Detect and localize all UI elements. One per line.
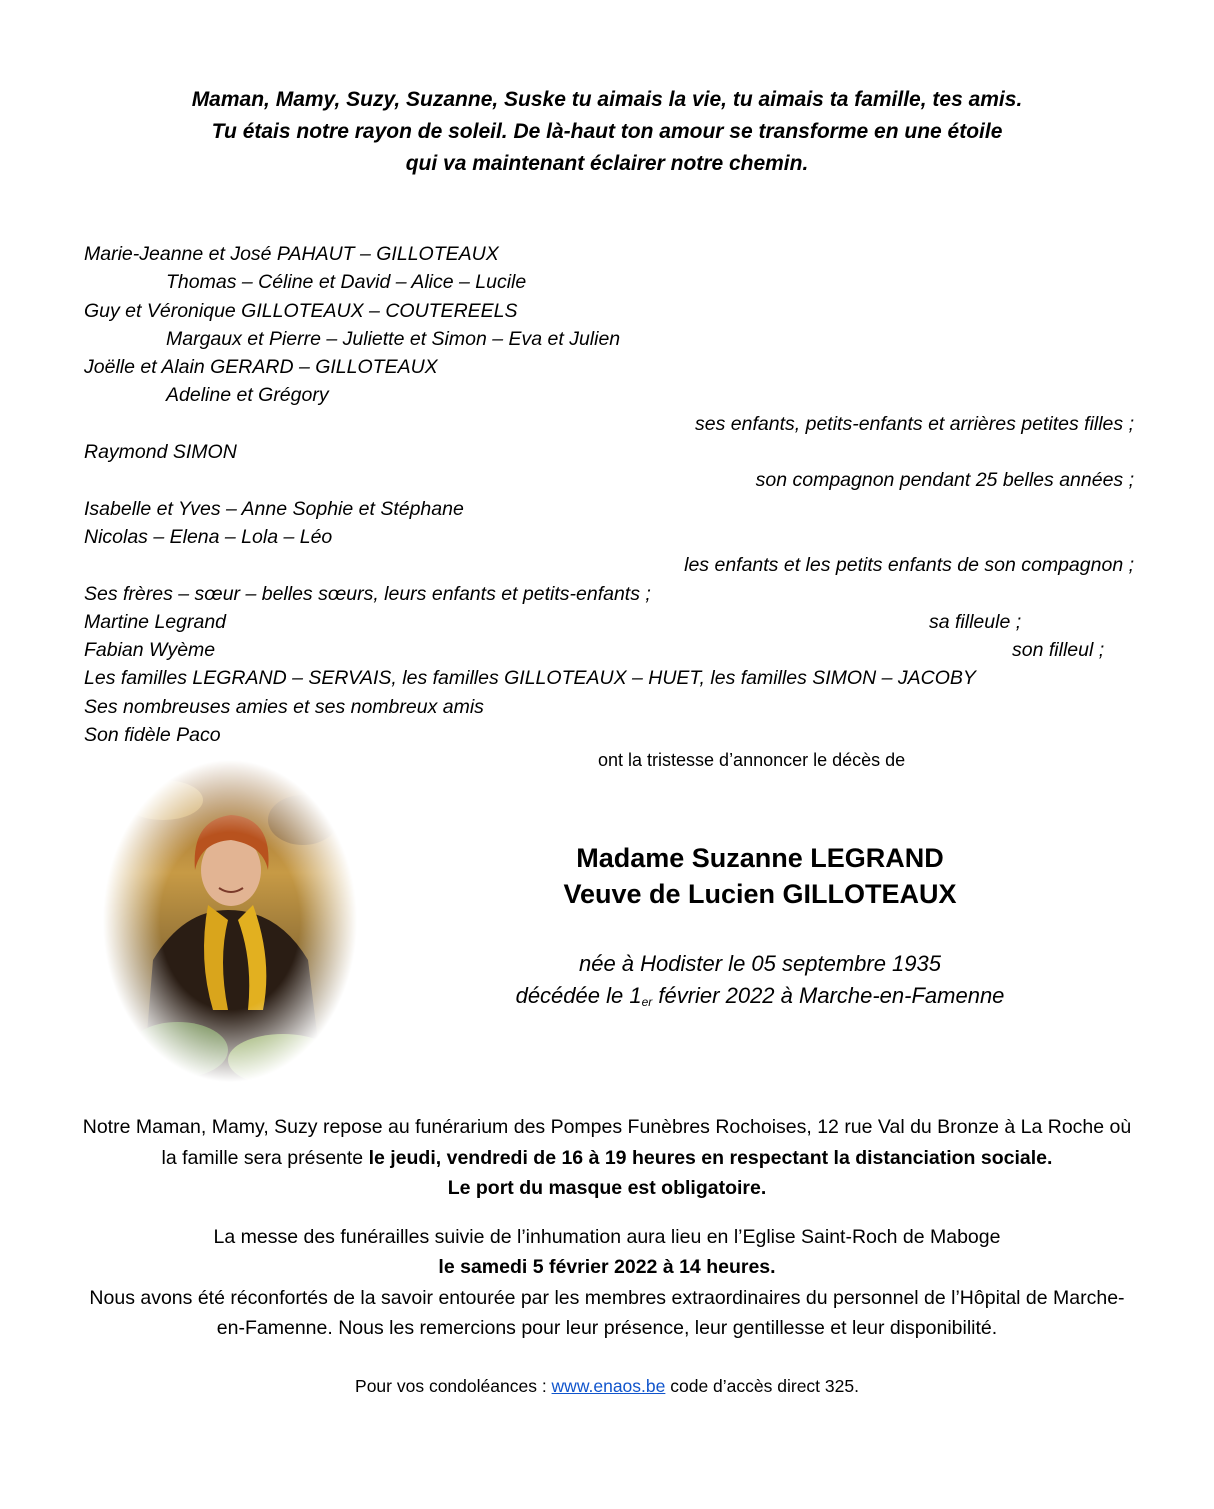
family-relation: ses enfants, petits-enfants et arrières petites filles ; [695, 412, 1134, 435]
family-line: Marie-Jeanne et José PAHAUT – GILLOTEAUX [84, 243, 499, 265]
deceased-dates [460, 948, 1060, 1018]
family-relation: son filleul ; [1012, 639, 1105, 662]
family-line: Les familles LEGRAND – SERVAIS, les familles GILLOTEAUX – HUET, les familles SIMON – JACOBY [84, 667, 976, 690]
family-line: Isabelle et Yves – Anne Sophie et Stéphane [84, 497, 464, 520]
funeral-details [80, 1112, 1134, 1344]
epigraph [60, 84, 1154, 180]
family-line: Raymond SIMON [84, 441, 237, 464]
condolences-link[interactable]: www.enaos.be [551, 1376, 666, 1396]
portrait-photo [103, 760, 357, 1082]
family-line-with-tag [84, 608, 1134, 636]
birth-line: née à Hodister le 05 septembre 1935 [578, 951, 941, 976]
family-line: Nicolas – Elena – Lola – Léo [84, 525, 333, 548]
family-line: Joëlle et Alain GERARD – GILLOTEAUX [84, 356, 438, 379]
condolences-line: Pour vos condoléances : www.enaos.be code d’accès direct 325. [355, 1376, 859, 1396]
family-line: Adeline et Grégory [166, 384, 329, 407]
family-line: Son fidèle Paco [84, 724, 221, 747]
funeral-mass-paragraph: La messe des funérailles suivie de l’inhumation aura lieu en l’Eglise Saint-Roch de Maboge le samedi 5 février 2022 à 14 heures. Nous avons été réconfortés de la savoir entourée par les membres extraordinaires du personnel de l’Hôpital de Marche-en-Famenne. Nous les remercions pour leur présence, leur gentillesse et leur disponibilité. [89, 1225, 1125, 1339]
deceased-widow-of: Veuve de Lucien GILLOTEAUX [563, 879, 957, 909]
death-line: décédée le $1_{er}$ février 2022 à Marche-en-Famenne [515, 983, 1005, 1009]
epigraph-line: qui va maintenant éclairer notre chemin. [405, 152, 809, 175]
deceased-name-block [460, 840, 1060, 912]
family-relation: sa filleule ; [929, 610, 1022, 633]
family-line-with-tag [84, 636, 1134, 664]
family-line: Ses frères – sœur – belles sœurs, leurs enfants et petits-enfants ; [84, 582, 651, 605]
epigraph-line: Maman, Mamy, Suzy, Suzanne, Suske tu aimais la vie, tu aimais ta famille, tes amis. [191, 88, 1023, 111]
epigraph-line: Tu étais notre rayon de soleil. De là-haut ton amour se transforme en une étoile [211, 120, 1003, 143]
family-line: Ses nombreuses amies et ses nombreux amis [84, 695, 484, 718]
family-line: Thomas – Céline et David – Alice – Lucile [166, 271, 527, 294]
family-line: Guy et Véronique GILLOTEAUX – COUTEREELS [84, 299, 518, 322]
family-line: Margaux et Pierre – Juliette et Simon – Eva et Julien [166, 327, 621, 350]
funerarium-paragraph: Notre Maman, Mamy, Suzy repose au funérarium des Pompes Funèbres Rochoises, 12 rue Val du Bronze à La Roche où la famille sera présente le jeudi, vendredi de 16 à 19 heures en respectant la distanciation sociale. Le port du masque est obligatoire. [82, 1116, 1132, 1199]
family-relation: son compagnon pendant 25 belles années ; [755, 469, 1134, 492]
family-line: Fabian Wyème [84, 639, 216, 662]
family-line: Martine Legrand [84, 610, 227, 633]
deceased-name: Madame Suzanne LEGRAND [576, 843, 944, 873]
family-relation: les enfants et les petits enfants de son compagnon ; [684, 554, 1134, 577]
announcement-text: ont la tristesse d’annoncer le décès de [598, 750, 906, 770]
family-list [84, 240, 1134, 749]
